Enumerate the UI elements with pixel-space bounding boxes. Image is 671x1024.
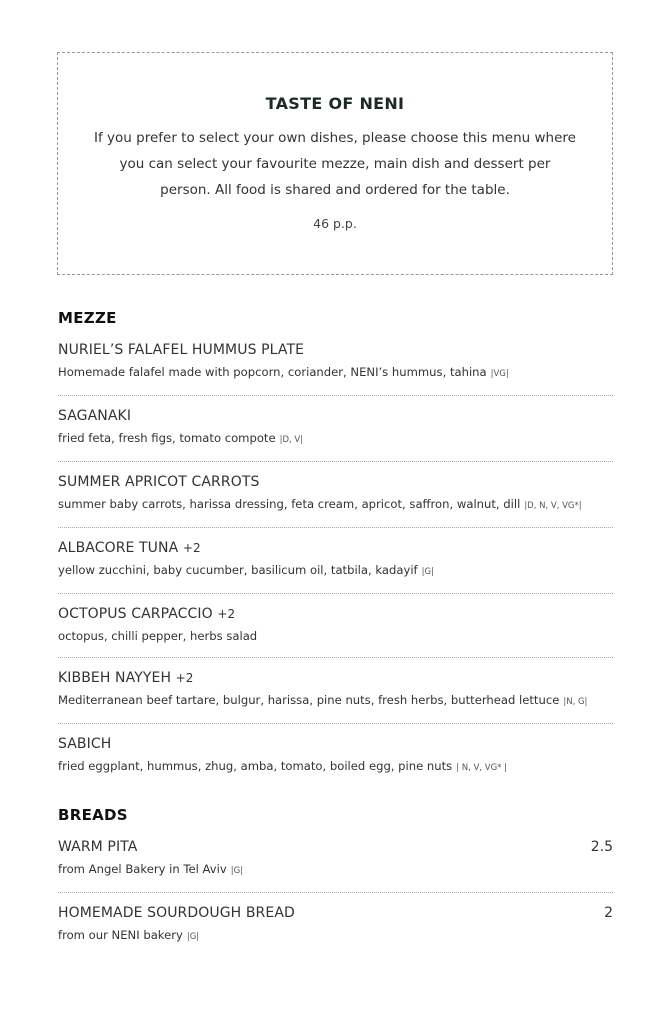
item-title: NURIEL’S FALAFEL HUMMUS PLATE: [58, 342, 305, 358]
menu-item: [58, 330, 613, 396]
item-name: [58, 667, 613, 689]
item-price: 2.5: [590, 839, 613, 855]
menu-content: [58, 306, 613, 958]
item-dietary-tags: | N, V, VG* |: [456, 763, 507, 773]
menu-item: [58, 594, 613, 658]
item-description-text: yellow zucchini, baby cucumber, basilicum oil, tatbila, kadayif: [58, 563, 418, 577]
item-description: [58, 361, 613, 385]
menu-item: [58, 724, 613, 789]
section-heading-breads: BREADS: [58, 806, 128, 824]
item-description: [58, 858, 613, 882]
item-description: [58, 559, 613, 583]
item-dietary-tags: |D, N, V, VG*|: [524, 501, 582, 511]
item-dietary-tags: |VG|: [490, 369, 509, 379]
item-name: [58, 405, 613, 427]
item-name: [58, 902, 613, 924]
item-description-text: from Angel Bakery in Tel Aviv: [58, 862, 227, 876]
item-description-text: from our NENI bakery: [58, 928, 183, 942]
box-description: If you prefer to select your own dishes, please choose this menu where you can select your favourite mezze, main dish and dessert per person. All food is shared and ordered for the table.: [94, 130, 576, 198]
item-description: [58, 689, 613, 713]
item-description: [58, 493, 613, 517]
box-price: 46 p.p.: [313, 216, 357, 231]
item-title: OCTOPUS CARPACCIO: [58, 606, 213, 622]
menu-item: [58, 528, 613, 594]
item-title: SABICH: [58, 736, 112, 752]
item-dietary-tags: |D, V|: [279, 435, 304, 445]
taste-of-neni-box: [57, 52, 613, 275]
item-price: 2: [604, 905, 613, 921]
item-dietary-tags: |G|: [186, 932, 200, 942]
item-description: [58, 924, 613, 948]
item-description: [58, 625, 613, 647]
item-title: KIBBEH NAYYEH: [58, 670, 172, 686]
mezze-list: [58, 330, 613, 789]
item-description-text: Mediterranean beef tartare, bulgur, harissa, pine nuts, fresh herbs, butterhead lettuce: [58, 693, 560, 707]
item-supplement: +2: [175, 671, 194, 685]
item-name: [58, 339, 613, 361]
item-title: HOMEMADE SOURDOUGH BREAD: [58, 905, 295, 921]
item-description-text: Homemade falafel made with popcorn, coriander, NENI’s hummus, tahina: [58, 365, 487, 379]
item-title: ALBACORE TUNA: [58, 540, 179, 556]
item-name: [58, 537, 613, 559]
item-name: [58, 836, 613, 858]
item-supplement: +2: [217, 607, 236, 621]
item-title: SUMMER APRICOT CARROTS: [58, 474, 260, 490]
item-description: [58, 427, 613, 451]
item-name: [58, 471, 613, 493]
menu-item: [58, 396, 613, 462]
item-dietary-tags: |N, G|: [563, 697, 588, 707]
section-heading-mezze: MEZZE: [58, 309, 117, 327]
item-description-text: summer baby carrots, harissa dressing, feta cream, apricot, saffron, walnut, dill: [58, 497, 521, 511]
box-title: TASTE OF NENI: [265, 94, 405, 113]
item-dietary-tags: |G|: [421, 567, 434, 577]
item-description-text: octopus, chilli pepper, herbs salad: [58, 629, 258, 643]
item-description: [58, 755, 613, 779]
menu-item: [58, 827, 613, 893]
breads-list: [58, 827, 613, 958]
item-title: WARM PITA: [58, 839, 138, 855]
item-title: SAGANAKI: [58, 408, 132, 424]
menu-item: [58, 893, 613, 958]
menu-item: [58, 658, 613, 724]
item-dietary-tags: |G|: [230, 866, 244, 876]
item-description-text: fried eggplant, hummus, zhug, amba, tomato, boiled egg, pine nuts: [58, 759, 453, 773]
menu-item: [58, 462, 613, 528]
item-description-text: fried feta, fresh figs, tomato compote: [58, 431, 276, 445]
item-supplement: +2: [182, 541, 201, 555]
item-name: [58, 733, 613, 755]
item-name: [58, 603, 613, 625]
